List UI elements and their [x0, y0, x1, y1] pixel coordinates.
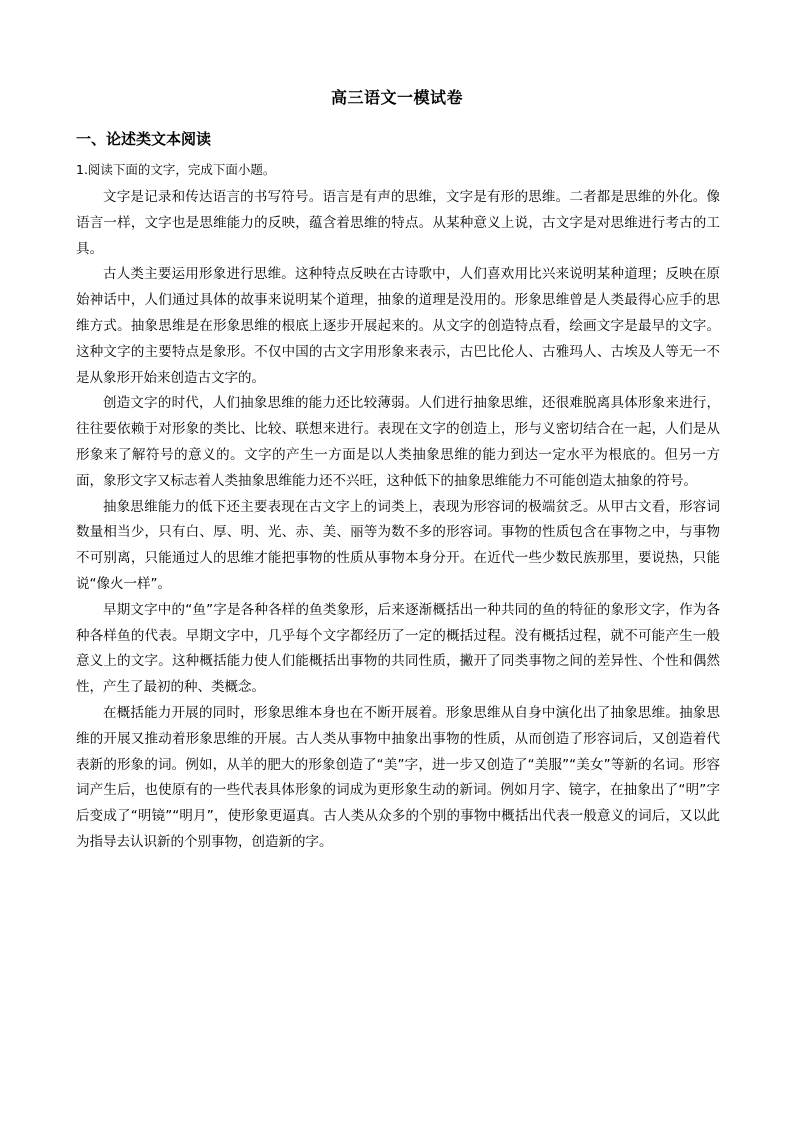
question-instruction: 1.阅读下面的文字，完成下面小题。 [76, 162, 276, 177]
passage-paragraph: 文字是记录和传达语言的书写符号。语言是有声的思维，文字是有形的思维。二者都是思维的外化。像语言一样，文字也是思维能力的反映，蕴含着思维的特点。从某种意义上说，古文字是对思维进行考古的工具。 [76, 189, 720, 257]
section-heading: 一、论述类文本阅读 [76, 130, 212, 148]
passage-paragraph: 创造文字的时代，人们抽象思维的能力还比较薄弱。人们进行抽象思维，还很难脱离具体形象来进行，往往要依赖于对形象的类比、比较、联想来进行。表现在文字的创造上，形与义密切结合在一起，人们是从形象来了解符号的意义的。文字的产生一方面是以人类抽象思维的能力到达一定水平为根底的。但另一方面，象形文字又标志着人类抽象思维能力还不兴旺，这种低下的抽象思维能力不可能创造太抽象的符号。 [76, 395, 720, 489]
passage-paragraph: 抽象思维能力的低下还主要表现在古文字上的词类上，表现为形容词的极端贫乏。从甲古文看，形容词数量相当少，只有白、厚、明、光、赤、美、丽等为数不多的形容词。事物的性质包含在事物之中，与事物不可别离，只能通过人的思维才能把事物的性质从事物本身分开。在近代一些少数民族那里，要说热，只能说“像火一样”。 [76, 498, 720, 592]
passage-paragraph: 早期文字中的“鱼”字是各种各样的鱼类象形，后来逐渐概括出一种共同的鱼的特征的象形文字，作为各种各样鱼的代表。早期文字中，几乎每个文字都经历了一定的概括过程。没有概括过程，就不可能产生一般意义上的文字。这种概括能力使人们能概括出事物的共同性质，撇开了同类事物之间的差异性、个性和偶然性，产生了最初的种、类概念。 [76, 601, 720, 696]
page-title: 高三语文一模试卷 [330, 88, 463, 107]
passage-paragraph: 在概括能力开展的同时，形象思维本身也在不断开展着。形象思维从自身中演化出了抽象思维。抽象思维的开展又推动着形象思维的开展。古人类从事物中抽象出事物的性质，从而创造了形容词后，又创造着代表新的形象的词。例如，从羊的肥大的形象创造了“美”字，进一步又创造了“美服”“美女”等新的名词。形容词产生后，也使原有的一些代表具体形象的词成为更形象生动的新词。例如月字、镜字，在抽象出了“明”字后变成了“明镜”“明月”，使形象更逼真。古人类从众多的个别的事物中概括出代表一般意义的词后，又以此为指导去认识新的个别事物，创造新的字。 [76, 704, 720, 850]
passage-paragraph: 古人类主要运用形象进行思维。这种特点反映在古诗歌中，人们喜欢用比兴来说明某种道理；反映在原始神话中，人们通过具体的故事来说明某个道理，抽象的道理是没用的。形象思维曾是人类最得心应手的思维方式。抽象思维是在形象思维的根底上逐步开展起来的。从文字的创造特点看，绘画文字是最早的文字。这种文字的主要特点是象形。不仅中国的古文字用形象来表示，古巴比伦人、古雅玛人、古埃及人等无一不是从象形开始来创造古文字的。 [76, 266, 720, 386]
reading-passage [76, 185, 720, 856]
